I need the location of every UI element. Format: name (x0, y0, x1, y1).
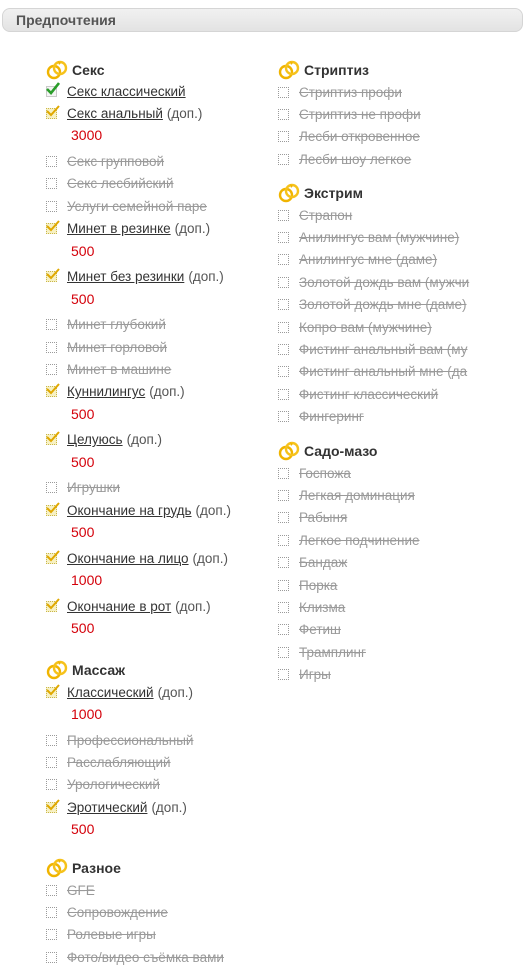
category-title: Массаж (72, 662, 126, 678)
price-value: 3000 (71, 127, 103, 144)
item-label: Урологический (67, 777, 160, 793)
extra-note: (доп.) (151, 799, 187, 815)
item-label: Фистинг классический (299, 386, 439, 402)
item-label[interactable]: Окончание на лицо (67, 550, 189, 566)
category-strip (278, 59, 369, 81)
list-item[interactable] (46, 103, 202, 123)
item-label: Копро вам (мужчине) (299, 319, 432, 335)
list-item (46, 174, 174, 194)
checkbox[interactable] (278, 512, 289, 523)
checkbox[interactable] (278, 535, 289, 546)
price-value: 500 (71, 242, 95, 259)
checkbox[interactable] (278, 232, 289, 243)
item-label[interactable]: Куннилингус (67, 384, 146, 400)
item-label: Стриптиз не профи (299, 106, 421, 122)
list-item (278, 384, 438, 404)
rings-icon (46, 60, 68, 80)
item-label: GFE (67, 882, 95, 898)
item-label[interactable]: Окончание на грудь (67, 502, 192, 518)
category-misc (46, 857, 121, 879)
list-item (278, 317, 432, 337)
item-label: Сопровождение (67, 904, 168, 920)
list-item (278, 272, 469, 292)
list-item[interactable] (46, 382, 185, 402)
list-item (46, 902, 168, 922)
checkbox[interactable] (278, 210, 289, 221)
checkbox[interactable] (278, 322, 289, 333)
price-value: 500 (71, 524, 95, 541)
list-item (46, 359, 171, 379)
item-label: Секс лесбийский (67, 176, 174, 192)
list-item (278, 642, 366, 662)
checkbox[interactable] (278, 366, 289, 377)
list-item (278, 104, 421, 124)
list-item[interactable] (46, 548, 228, 568)
category-sadomaso (278, 440, 377, 462)
checkbox[interactable] (278, 624, 289, 635)
checkbox[interactable] (278, 602, 289, 613)
checkbox[interactable] (46, 178, 57, 189)
list-item (278, 362, 467, 382)
checkbox[interactable] (46, 342, 57, 353)
item-label: Трамплинг (299, 644, 366, 660)
list-item (46, 880, 95, 900)
price-value: 500 (71, 620, 95, 637)
list-item (46, 337, 167, 357)
list-item (46, 315, 166, 335)
item-label: Анилингус вам (мужчине) (299, 229, 460, 245)
item-label[interactable]: Целуюсь (67, 432, 123, 448)
item-label: Игры (299, 667, 331, 683)
checkbox[interactable] (278, 490, 289, 501)
checkbox[interactable] (278, 389, 289, 400)
price-value: 1000 (71, 572, 103, 589)
item-label[interactable]: Минет в резинке (67, 221, 171, 237)
item-label: Бандаж (299, 555, 348, 571)
extra-note: (доп.) (195, 502, 231, 518)
preferences-title: Предпочтения (16, 12, 116, 28)
checkbox[interactable] (46, 482, 57, 493)
item-label: Лесби откровенное (299, 129, 420, 145)
checkbox[interactable] (278, 669, 289, 680)
checkbox[interactable] (46, 108, 57, 119)
item-label[interactable]: Окончание в рот (67, 598, 172, 614)
extra-note: (доп.) (192, 550, 228, 566)
checkbox[interactable] (46, 86, 57, 97)
category-title: Разное (72, 860, 121, 876)
extra-note: (доп.) (188, 269, 224, 285)
checkbox[interactable] (46, 802, 57, 813)
item-label: Игрушки (67, 480, 121, 496)
checkbox[interactable] (46, 735, 57, 746)
list-item (278, 82, 402, 102)
checkbox[interactable] (46, 952, 57, 963)
item-label: Секс групповой (67, 153, 165, 169)
list-item (278, 597, 345, 617)
list-item (46, 752, 171, 772)
item-label[interactable]: Минет без резинки (67, 269, 185, 285)
item-label: Минет горловой (67, 339, 168, 355)
list-item[interactable] (46, 500, 231, 520)
checkbox[interactable] (46, 364, 57, 375)
list-item[interactable] (46, 797, 187, 817)
item-label: Услуги семейной паре (67, 198, 207, 214)
extra-note: (доп.) (149, 384, 185, 400)
list-item (46, 730, 193, 750)
item-label[interactable]: Эротический (67, 799, 148, 815)
list-item[interactable] (46, 219, 210, 239)
item-label: Легкая доминация (299, 487, 415, 503)
item-label: Минет глубокий (67, 317, 166, 333)
category-title: Секс (72, 62, 105, 78)
rings-icon (278, 60, 300, 80)
checkbox[interactable] (278, 254, 289, 265)
item-label: Фистинг анальный мне (да (299, 364, 468, 380)
list-item (278, 485, 415, 505)
price-value: 500 (71, 453, 95, 470)
extra-note: (доп.) (126, 432, 163, 448)
checkbox[interactable] (278, 647, 289, 658)
checkbox[interactable] (46, 885, 57, 896)
item-label: Порка (299, 577, 338, 593)
checkbox[interactable] (278, 468, 289, 479)
checkbox[interactable] (278, 277, 289, 288)
category-massage (46, 659, 125, 681)
list-item (46, 947, 224, 967)
item-label: Лесби шоу легкое (299, 151, 412, 167)
list-item (278, 339, 467, 359)
list-item (278, 575, 337, 595)
list-item (278, 295, 467, 315)
rings-icon (278, 441, 300, 461)
category-extreme (278, 182, 363, 204)
list-item (278, 250, 437, 270)
price-value: 500 (71, 821, 95, 838)
checkbox[interactable] (278, 109, 289, 120)
item-label: Госпожа (299, 465, 351, 481)
list-item (278, 463, 351, 483)
checkbox[interactable] (278, 580, 289, 591)
item-label: Анилингус мне (даме) (299, 252, 438, 268)
extra-note: (доп.) (157, 684, 194, 700)
checkbox[interactable] (46, 929, 57, 940)
item-label: Стриптиз профи (299, 84, 402, 100)
item-label: Золотой дождь вам (мужчи (299, 274, 470, 290)
checkbox[interactable] (278, 557, 289, 568)
category-sex (46, 59, 105, 81)
list-item[interactable] (46, 682, 193, 702)
list-item (278, 508, 347, 528)
list-item[interactable] (46, 430, 162, 450)
item-label: Расслабляющий (67, 754, 171, 770)
item-label: Рабыня (299, 510, 348, 526)
checkbox[interactable] (46, 223, 57, 234)
category-title: Экстрим (304, 185, 363, 201)
checkbox[interactable] (278, 411, 289, 422)
list-item[interactable] (46, 596, 211, 616)
checkbox[interactable] (46, 757, 57, 768)
checkbox[interactable] (46, 434, 57, 445)
list-item[interactable] (46, 267, 224, 287)
checkbox[interactable] (46, 907, 57, 918)
list-item (278, 205, 352, 225)
checkbox[interactable] (278, 299, 289, 310)
list-item (278, 553, 347, 573)
item-label: Минет в машине (67, 361, 172, 377)
checkbox[interactable] (278, 87, 289, 98)
item-label: Профессиональный (67, 732, 194, 748)
item-label: Золотой дождь мне (даме) (299, 297, 467, 313)
item-label: Фистинг анальный вам (му (299, 341, 468, 357)
checkbox[interactable] (278, 131, 289, 142)
checkbox[interactable] (46, 271, 57, 282)
list-item (278, 407, 364, 427)
item-label: Клизма (299, 599, 346, 615)
list-item (278, 127, 420, 147)
extra-note: (доп.) (166, 105, 203, 121)
list-item (278, 620, 341, 640)
list-item (46, 478, 120, 498)
checkbox[interactable] (46, 156, 57, 167)
checkbox[interactable] (46, 505, 57, 516)
item-label: Легкое подчинение (299, 532, 420, 548)
item-label[interactable]: Секс классический (67, 83, 186, 99)
checkbox[interactable] (46, 319, 57, 330)
rings-icon (46, 858, 68, 878)
extra-note: (доп.) (174, 221, 211, 237)
item-label: Страпон (299, 207, 353, 223)
category-title: Садо-мазо (304, 443, 378, 459)
price-value: 500 (71, 290, 95, 307)
list-item (46, 151, 164, 171)
price-value: 1000 (71, 706, 103, 722)
checkbox[interactable] (46, 601, 57, 612)
rings-icon (278, 183, 300, 203)
checkbox[interactable] (278, 344, 289, 355)
checkbox[interactable] (46, 687, 57, 698)
checkbox[interactable] (46, 553, 57, 564)
list-item (278, 530, 420, 550)
rings-icon (46, 660, 68, 680)
list-item (46, 775, 160, 795)
item-label[interactable]: Классический (67, 684, 154, 700)
item-label: Фетиш (299, 622, 341, 638)
list-item (46, 196, 207, 216)
preferences-header (2, 8, 523, 32)
checkbox[interactable] (46, 386, 57, 397)
item-label: Ролевые игры (67, 927, 156, 943)
item-label: Фото/видео съёмка вами (67, 949, 224, 965)
extra-note: (доп.) (175, 598, 211, 614)
list-item (278, 665, 331, 685)
list-item[interactable] (46, 81, 186, 101)
list-item (278, 227, 459, 247)
list-item (46, 925, 156, 945)
list-item (278, 149, 411, 169)
category-title: Стриптиз (304, 62, 370, 78)
price-value: 500 (71, 405, 95, 422)
checkbox[interactable] (46, 201, 57, 212)
checkbox[interactable] (278, 154, 289, 165)
item-label[interactable]: Секс анальный (67, 105, 163, 121)
item-label: Фингеринг (299, 409, 364, 425)
checkbox[interactable] (46, 779, 57, 790)
